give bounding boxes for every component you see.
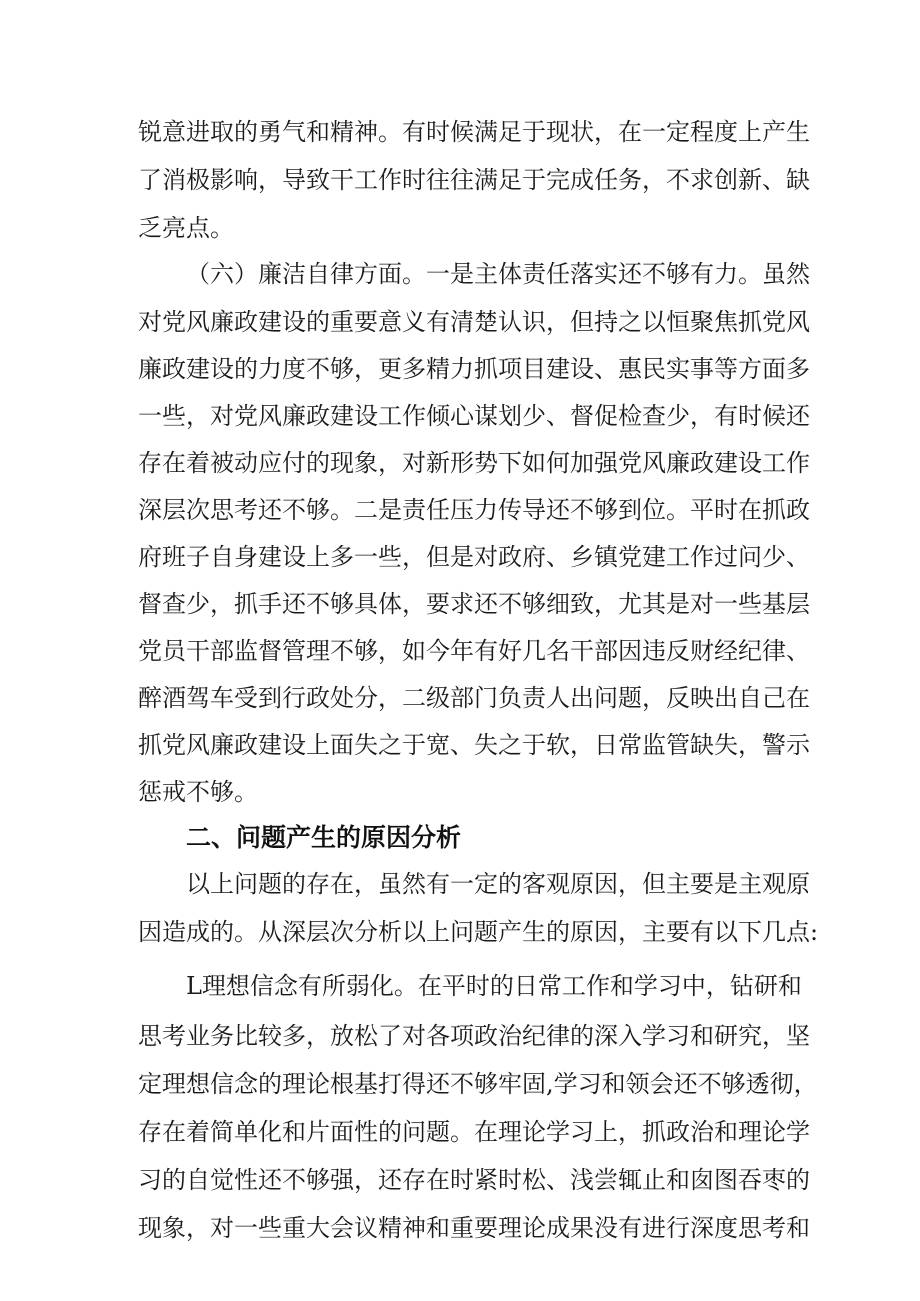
paragraph-line: 定理想信念的理论根基打得还不够牢固,学习和领会还不够透彻， [138, 1070, 818, 1098]
paragraph-line: L理想信念有所弱化。在平时的日常工作和学习中，钻研和 [186, 972, 802, 1000]
paragraph-line: 督查少，抓手还不够具体，要求还不够细致，尤其是对一些基层 [138, 590, 810, 618]
paragraph-line: 存在着简单化和片面性的问题。在理论学习上，抓政治和理论学 [138, 1118, 810, 1146]
paragraph-line: 对党风廉政建设的重要意义有清楚认识，但持之以恒聚焦抓党风 [138, 308, 810, 336]
paragraph-line: 现象，对一些重大会议精神和重要理论成果没有进行深度思考和 [138, 1214, 810, 1242]
paragraph-line: 存在着被动应付的现象，对新形势下如何加强党风廉政建设工作 [138, 449, 810, 477]
paragraph-line: 习的自觉性还不够强，还存在时紧时松、浅尝辄止和囱图吞枣的 [138, 1166, 810, 1194]
paragraph-line: 廉政建设的力度不够，更多精力抓项目建设、惠民实事等方面多 [138, 355, 810, 383]
paragraph-line: 锐意进取的勇气和精神。有时候满足于现状，在一定程度上产生 [138, 118, 810, 146]
paragraph-line: 一些，对党风廉政建设工作倾心谋划少、督促检查少，有时候还 [138, 402, 810, 430]
paragraph-line: （六）廉洁自律方面。一是主体责任落实还不够有力。虽然 [186, 260, 810, 288]
paragraph-line: 因造成的。从深层次分析以上问题产生的原因，主要有以下几点: [138, 918, 819, 946]
paragraph-line: 惩戒不够。 [138, 778, 258, 806]
paragraph-line: 抓党风廉政建设上面失之于宽、失之于软，日常监管缺失，警示 [138, 731, 810, 759]
paragraph-line: 深层次思考还不够。二是责任压力传导还不够到位。平时在抓政 [138, 496, 810, 524]
paragraph-line: 以上问题的存在，虽然有一定的客观原因，但主要是主观原 [186, 870, 810, 898]
paragraph-line: 乏亮点。 [138, 214, 234, 242]
paragraph-line: 醉酒驾车受到行政处分，二级部门负责人出问题，反映出自己在 [138, 684, 810, 712]
section-heading: 二、问题产生的原因分析 [186, 823, 462, 852]
paragraph-line: 思考业务比较多，放松了对各项政治纪律的深入学习和研究，坚 [138, 1022, 810, 1050]
paragraph-line: 府班子自身建设上多一些，但是对政府、乡镇党建工作过问少、 [138, 543, 810, 571]
paragraph-line: 了消极影响，导致干工作时往往满足于完成任务，不求创新、缺 [138, 166, 810, 194]
paragraph-line: 党员干部监督管理不够，如今年有好几名干部因违反财经纪律、 [138, 637, 810, 665]
